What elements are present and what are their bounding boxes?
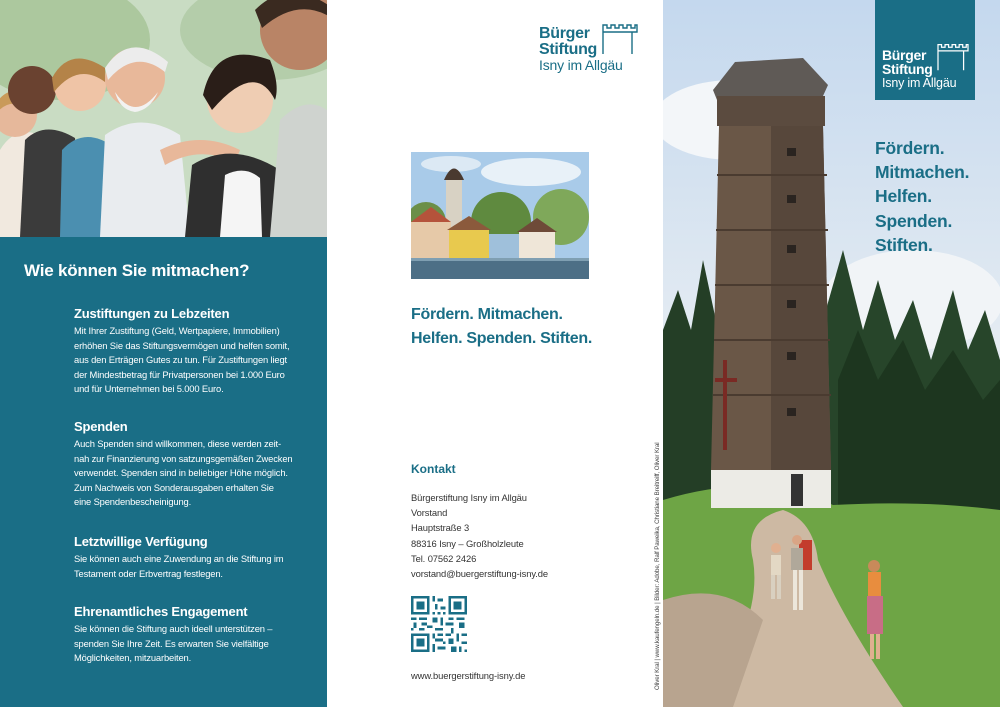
contact-line: 88316 Isny – Großholzleute bbox=[411, 537, 524, 549]
section-letztwillige-verfuegung bbox=[74, 534, 314, 581]
contact-heading: Kontakt bbox=[411, 462, 456, 476]
town-photo bbox=[411, 152, 589, 279]
people-illustration bbox=[0, 0, 327, 237]
contact-address bbox=[411, 490, 641, 581]
left-panel-title: Wie können Sie mitmachen? bbox=[24, 261, 250, 280]
section-spenden bbox=[74, 419, 314, 510]
castle-tower-icon bbox=[936, 42, 970, 72]
section-heading: Zustiftungen zu Lebzeiten bbox=[74, 306, 230, 321]
contact-phone: Tel. 07562 2426 bbox=[411, 552, 477, 564]
website-link[interactable]: www.buergerstiftung-isny.de bbox=[411, 670, 526, 681]
section-body: Sie können auch eine Zuwendung an die Stiftung im Testament oder Erbvertrag festlegen. bbox=[74, 553, 284, 579]
contact-line: Bürgerstiftung Isny im Allgäu bbox=[411, 492, 527, 503]
section-body: Sie können die Stiftung auch ideell unterstützen – spenden Sie Ihre Zeit. Es erwarten Sie vielfältige Möglichkeiten, mitzuarbeiten. bbox=[74, 623, 273, 664]
contact-email[interactable]: vorstand@buergerstiftung-isny.de bbox=[411, 568, 548, 580]
right-slogan: Fördern. Mitmachen. Helfen. Spenden. Stiften. bbox=[875, 138, 970, 255]
section-zustiftungen bbox=[74, 306, 314, 397]
group-people-photo bbox=[0, 0, 327, 237]
contact-line: Vorstand bbox=[411, 507, 448, 519]
foundation-logo-white: Bürger Stiftung Isny im Allgäu bbox=[882, 48, 974, 98]
section-body: Auch Spenden sind willkommen, diese werden zeit- nah zur Finanzierung von satzungsgemäßen Zwecken verwendet. Spenden sind in beliebiger Höhe möglich. Zum Nachweis von Sonderausgaben erhalten Sie eine Spendenbescheinigung. bbox=[74, 438, 293, 508]
foundation-logo: Bürger Stiftung Isny im Allgäu bbox=[539, 26, 649, 86]
town-illustration bbox=[411, 152, 589, 279]
section-ehrenamt bbox=[74, 604, 314, 666]
section-heading: Letztwillige Verfügung bbox=[74, 534, 208, 549]
photo-credits: Oliver Kral | www.kaufengeln.de | Bilder: Adobe, Ralf Paweika, Christiane Breitreiff, Oliver Kral bbox=[654, 442, 661, 690]
right-panel bbox=[663, 0, 1000, 707]
section-heading: Ehrenamtliches Engagement bbox=[74, 604, 248, 619]
qr-code[interactable] bbox=[411, 596, 467, 652]
middle-slogan: Fördern. Mitmachen. Helfen. Spenden. Stiften. bbox=[411, 306, 592, 347]
logo-box bbox=[875, 0, 975, 100]
section-body: Mit Ihrer Zustiftung (Geld, Wertpapiere, Immobilien) erhöhen Sie das Stiftungsvermögen und helfen somit, aus den Erträgen Gutes zu tun. Für Zustiftungen liegt der Mindestbetrag für Privatpersonen bei 1.000 Euro und für Unternehmen bei 5.000 Euro. bbox=[74, 325, 290, 395]
castle-tower-icon bbox=[601, 22, 639, 56]
middle-panel bbox=[327, 0, 663, 707]
left-panel bbox=[0, 0, 327, 707]
tower-landscape-photo bbox=[663, 0, 1000, 707]
contact-line: Hauptstraße 3 bbox=[411, 522, 470, 534]
section-heading: Spenden bbox=[74, 419, 128, 434]
